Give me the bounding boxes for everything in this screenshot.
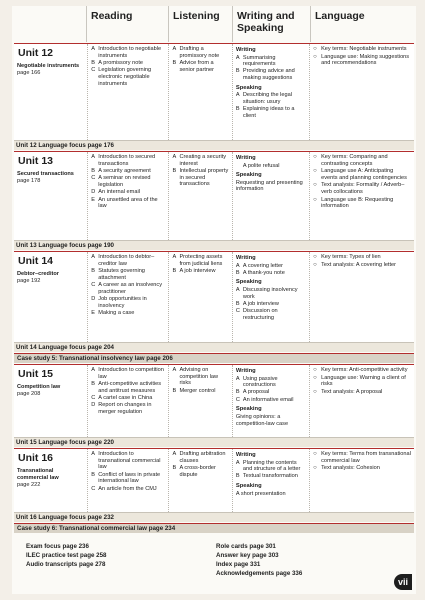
language-text: Key terms: Terms from transnational commercial law [321, 451, 411, 464]
column-header-listening: Listening [168, 6, 232, 42]
unit-page: page 166 [17, 70, 41, 76]
unit-row [14, 448, 414, 512]
unit-title: Unit 13 [18, 155, 54, 167]
language-item [313, 197, 411, 210]
item-letter: B [235, 300, 240, 307]
language-text: Key terms: Types of lien [321, 254, 381, 260]
language-focus-bar: Unit 16 Language focus page 232 [14, 512, 414, 522]
list-item [91, 189, 165, 196]
contents-page [12, 6, 416, 594]
language-item [313, 182, 411, 195]
speaking-heading: Speaking [235, 279, 262, 286]
item-text: Introduction to secured transactions [98, 154, 156, 167]
list-item [91, 282, 165, 295]
item-text: A polite refusal [242, 162, 280, 169]
item-letter: B [235, 389, 240, 396]
list-item [172, 168, 228, 188]
language-text: Key terms: Comparing and contrasting concepts [321, 154, 388, 167]
unit-cell [14, 252, 87, 342]
writing-heading: Writing [235, 452, 256, 458]
language-text: Language use: Making suggestions and recommendations [321, 53, 410, 67]
item-text: Merger control [179, 387, 216, 394]
language-cell [309, 152, 414, 240]
unit-row [14, 43, 414, 140]
footer-item: ILEC practice test page 258 [26, 552, 107, 559]
language-text: Language use: Warning a client of risks [321, 374, 406, 388]
item-text: An unsettled area of the law [98, 196, 158, 210]
item-text: Intellectual property in secured transactions [179, 167, 229, 188]
list-item [172, 388, 228, 395]
item-letter: A [91, 154, 95, 160]
list-item [236, 376, 306, 389]
reading-cell [87, 365, 168, 437]
list-item [236, 460, 306, 473]
item-letter: D [91, 295, 96, 302]
column-header-unit [12, 6, 86, 42]
language-item [313, 168, 411, 181]
item-text: An informative email [242, 396, 294, 403]
item-text: A security agreement [98, 167, 151, 174]
unit-title: Unit 14 [18, 255, 54, 267]
circle-bullet-icon: ○ [313, 254, 317, 260]
circle-bullet-icon: ○ [313, 388, 317, 395]
circle-bullet-icon: ○ [313, 196, 317, 203]
list-item [172, 367, 228, 387]
item-text: Anti-competitive activities and antitrust measures [98, 380, 162, 394]
unit-row [14, 151, 414, 240]
circle-bullet-icon: ○ [313, 374, 317, 381]
language-focus-bar: Unit 15 Language focus page 220 [14, 437, 414, 447]
item-text: Discussion on restructuring [242, 308, 278, 321]
item-text: An internal email [98, 189, 140, 196]
list-item [172, 154, 228, 167]
language-text: Text analysis: A proposal [321, 388, 383, 395]
item-text: A covering letter [242, 262, 283, 269]
footer-right-list [216, 542, 302, 578]
list-item [236, 163, 306, 170]
circle-bullet-icon: ○ [313, 154, 317, 160]
item-letter: B [172, 267, 177, 274]
speaking-text: Requesting and presenting information [235, 179, 303, 193]
item-text: Summarising requirements [242, 54, 276, 68]
item-text: Advising on competition law risks [179, 367, 219, 387]
reading-cell [87, 44, 168, 140]
item-text: A cross-border dispute [179, 464, 216, 478]
item-text: Providing advice and making suggestions [242, 68, 295, 82]
list-item [236, 106, 306, 119]
list-item [236, 287, 306, 300]
language-text: Key terms: Anti-competitive activity [321, 367, 408, 373]
item-text: Introduction to debtor–creditor law [98, 254, 155, 267]
item-letter: A [91, 254, 95, 260]
item-letter: C [91, 281, 96, 288]
language-item [313, 262, 411, 269]
column-header-language: Language [310, 6, 416, 42]
item-letter: B [172, 387, 177, 394]
unit-title: Unit 12 [18, 47, 54, 59]
language-text: Text analysis: Cohesion [321, 465, 380, 472]
list-item [91, 395, 165, 402]
unit-cell [14, 449, 87, 512]
item-text: A thank-you note [242, 269, 285, 276]
list-item [91, 46, 165, 59]
item-text: Drafting a promissory note [179, 46, 220, 59]
item-text: Introduction to competition law [98, 367, 164, 380]
list-item [236, 389, 306, 396]
item-text: Explaining ideas to a client [242, 106, 295, 119]
writing-heading: Writing [235, 255, 256, 261]
list-item [236, 263, 306, 270]
language-focus-bar: Unit 12 Language focus page 176 [14, 140, 414, 150]
list-item [172, 268, 228, 275]
language-item [313, 254, 411, 261]
writing-speaking-cell [232, 252, 309, 342]
list-item [91, 168, 165, 175]
item-text: Protecting assets from judicial liens [179, 254, 223, 267]
list-item [91, 296, 165, 309]
column-header-writing-speaking: Writing and Speaking [232, 6, 310, 42]
speaking-heading: Speaking [235, 483, 262, 490]
language-text: Key terms: Negotiable instruments [321, 46, 407, 52]
list-item [91, 381, 165, 394]
language-item [313, 451, 411, 464]
item-letter: B [91, 471, 95, 478]
speaking-text: A short presentation [235, 490, 286, 497]
list-item [91, 268, 165, 281]
item-letter: E [91, 196, 95, 203]
item-text: Describing the legal situation: usury [242, 92, 292, 105]
item-letter: B [91, 59, 95, 66]
unit-page: page 192 [17, 278, 41, 284]
writing-heading: Writing [235, 47, 256, 53]
item-letter: A [235, 92, 240, 99]
footer-left-list [26, 542, 106, 569]
item-text: Planning the contents and structure of a letter [242, 459, 301, 473]
item-text: Introduction to negotiable instruments [98, 46, 162, 59]
circle-bullet-icon: ○ [313, 261, 317, 268]
list-item [91, 254, 165, 267]
item-letter: D [91, 402, 96, 409]
listening-cell [168, 449, 231, 512]
item-letter: B [91, 380, 95, 387]
unit-subtitle: Secured transactions [17, 171, 74, 177]
reading-cell [87, 449, 168, 512]
speaking-heading: Speaking [235, 406, 262, 413]
circle-bullet-icon: ○ [313, 46, 317, 52]
list-item [172, 254, 228, 267]
list-item [91, 60, 165, 67]
item-letter: A [91, 367, 95, 373]
list-item [236, 397, 306, 404]
language-cell [309, 449, 414, 512]
item-text: An article from the CMJ [98, 485, 157, 492]
unit-cell [14, 152, 87, 240]
item-letter: A [235, 54, 240, 61]
speaking-heading: Speaking [235, 84, 262, 91]
unit-subtitle: Transnational commercial law [17, 468, 59, 481]
item-letter: B [172, 464, 177, 471]
language-item [313, 367, 411, 374]
item-text: Introduction to transnational commercial law [98, 451, 161, 471]
item-text: Report on changes in merger regulation [98, 402, 152, 415]
item-letter: B [91, 267, 95, 274]
reading-cell [87, 152, 168, 240]
unit-page: page 208 [17, 391, 41, 397]
unit-title: Unit 15 [18, 368, 54, 380]
list-item [236, 473, 306, 480]
item-letter: A [91, 46, 95, 52]
unit-subtitle: Competition law [17, 384, 61, 390]
case-study-bar: Case study 5: Transnational insolvency law page 206 [14, 353, 414, 363]
item-text: Advice from a senior partner [179, 59, 214, 73]
footer-item: Audio transcripts page 278 [26, 561, 106, 568]
item-text: Textual transformation [242, 473, 298, 480]
circle-bullet-icon: ○ [313, 465, 317, 472]
item-text: Creating a security interest [179, 154, 227, 167]
item-letter: A [172, 451, 177, 457]
item-letter: C [235, 308, 240, 315]
item-text: Using passive constructions [242, 375, 278, 389]
circle-bullet-icon: ○ [313, 182, 317, 189]
item-letter: A [172, 46, 177, 52]
language-text: Language use B: Requesting information [321, 196, 394, 210]
circle-bullet-icon: ○ [313, 53, 317, 60]
unit-page: page 222 [17, 482, 41, 488]
language-item [313, 46, 411, 53]
column-header-row [12, 6, 416, 42]
item-letter: A [235, 375, 240, 382]
footer-item: Index page 331 [216, 561, 261, 568]
language-cell [309, 44, 414, 140]
item-letter: B [91, 167, 95, 174]
language-cell [309, 365, 414, 437]
item-text: A promissory note [98, 59, 144, 66]
item-text: Making a case [98, 309, 135, 316]
unit-cell [14, 44, 87, 140]
item-text: A job interview [242, 300, 279, 307]
list-item [236, 55, 306, 68]
item-letter: C [91, 485, 96, 492]
item-text: A seminar on revised legislation [98, 175, 151, 188]
unit-row [14, 251, 414, 342]
language-item [313, 465, 411, 472]
unit-subtitle: Debtor–creditor [17, 271, 59, 277]
language-item [313, 389, 411, 396]
list-item [91, 402, 165, 415]
language-text: Text analysis: A covering letter [321, 261, 397, 268]
item-letter: B [172, 59, 177, 66]
language-text: Text analysis: Formality / Adverb–verb collocations [321, 182, 405, 195]
item-letter: A [172, 367, 177, 373]
page-number: vii [394, 574, 412, 590]
speaking-heading: Speaking [235, 172, 262, 179]
item-letter: C [91, 394, 96, 401]
list-item [91, 197, 165, 210]
writing-speaking-cell [232, 44, 309, 140]
item-text: A career as an insolvency practitioner [98, 281, 163, 295]
footer-item: Acknowledgements page 336 [216, 570, 303, 577]
item-letter: A [172, 154, 177, 160]
list-item [91, 472, 165, 485]
list-item [91, 175, 165, 188]
list-item [91, 367, 165, 380]
list-item [91, 154, 165, 167]
writing-heading: Writing [235, 155, 256, 161]
list-item [236, 270, 306, 277]
footer-item: Exam focus page 236 [26, 543, 89, 550]
circle-bullet-icon: ○ [313, 168, 317, 175]
list-item [236, 308, 306, 321]
item-letter: B [235, 473, 240, 480]
item-text: A proposal [242, 389, 270, 396]
footer-item: Answer key page 303 [216, 552, 279, 559]
case-study-bar: Case study 6: Transnational commercial law page 234 [14, 523, 414, 533]
unit-title: Unit 16 [18, 452, 54, 464]
language-focus-bar: Unit 14 Language focus page 204 [14, 342, 414, 352]
writing-speaking-cell [232, 365, 309, 437]
listening-cell [168, 365, 231, 437]
unit-row [14, 364, 414, 437]
list-item [91, 310, 165, 317]
item-letter: A [235, 459, 240, 466]
item-letter: C [91, 67, 96, 74]
listening-cell [168, 44, 231, 140]
item-text: Job opportunities in insolvency [98, 295, 147, 309]
column-header-reading: Reading [86, 6, 168, 42]
item-text: Discussing insolvency work [242, 286, 298, 300]
footer-item: Role cards page 301 [216, 543, 276, 550]
list-item [172, 60, 228, 73]
writing-speaking-cell [232, 152, 309, 240]
speaking-text: Giving opinions: a competition-law case [235, 413, 289, 427]
item-text: Legislation governing electronic negotiable instruments [98, 67, 152, 87]
item-letter: A [235, 262, 240, 269]
language-focus-bar: Unit 13 Language focus page 190 [14, 240, 414, 250]
language-cell [309, 252, 414, 342]
item-letter: B [235, 269, 240, 276]
circle-bullet-icon: ○ [313, 367, 317, 373]
list-item [236, 301, 306, 308]
item-text: A cartel case in China [98, 394, 153, 401]
circle-bullet-icon: ○ [313, 451, 317, 457]
list-item [91, 67, 165, 87]
item-letter [236, 163, 243, 170]
item-letter: A [91, 451, 95, 457]
item-letter: B [235, 68, 240, 75]
list-item [236, 92, 306, 105]
list-item [172, 451, 228, 464]
item-letter: B [172, 167, 177, 174]
list-item [91, 451, 165, 471]
list-item [172, 465, 228, 478]
item-letter: E [91, 309, 95, 316]
item-text: A job interview [179, 267, 216, 274]
language-item [313, 54, 411, 67]
item-letter: C [91, 175, 96, 182]
item-text: Conflict of laws in private international law [98, 471, 161, 485]
item-letter: D [91, 189, 96, 196]
unit-subtitle: Negotiable instruments [17, 63, 80, 69]
list-item [172, 46, 228, 59]
unit-cell [14, 365, 87, 437]
listening-cell [168, 152, 231, 240]
writing-heading: Writing [235, 368, 256, 374]
language-text: Language use A: Anticipating events and planning contingencies [321, 168, 407, 181]
listening-cell [168, 252, 231, 342]
reading-cell [87, 252, 168, 342]
unit-page: page 178 [17, 178, 41, 184]
item-letter: A [235, 286, 240, 293]
language-item [313, 154, 411, 167]
item-text: Statutes governing attachment [98, 267, 145, 281]
writing-speaking-cell [232, 449, 309, 512]
item-letter: A [172, 254, 177, 260]
item-letter: B [235, 106, 240, 113]
list-item [91, 486, 165, 493]
list-item [236, 68, 306, 81]
item-letter: C [235, 396, 240, 403]
item-text: Drafting arbitration clauses [179, 451, 226, 464]
language-item [313, 375, 411, 388]
